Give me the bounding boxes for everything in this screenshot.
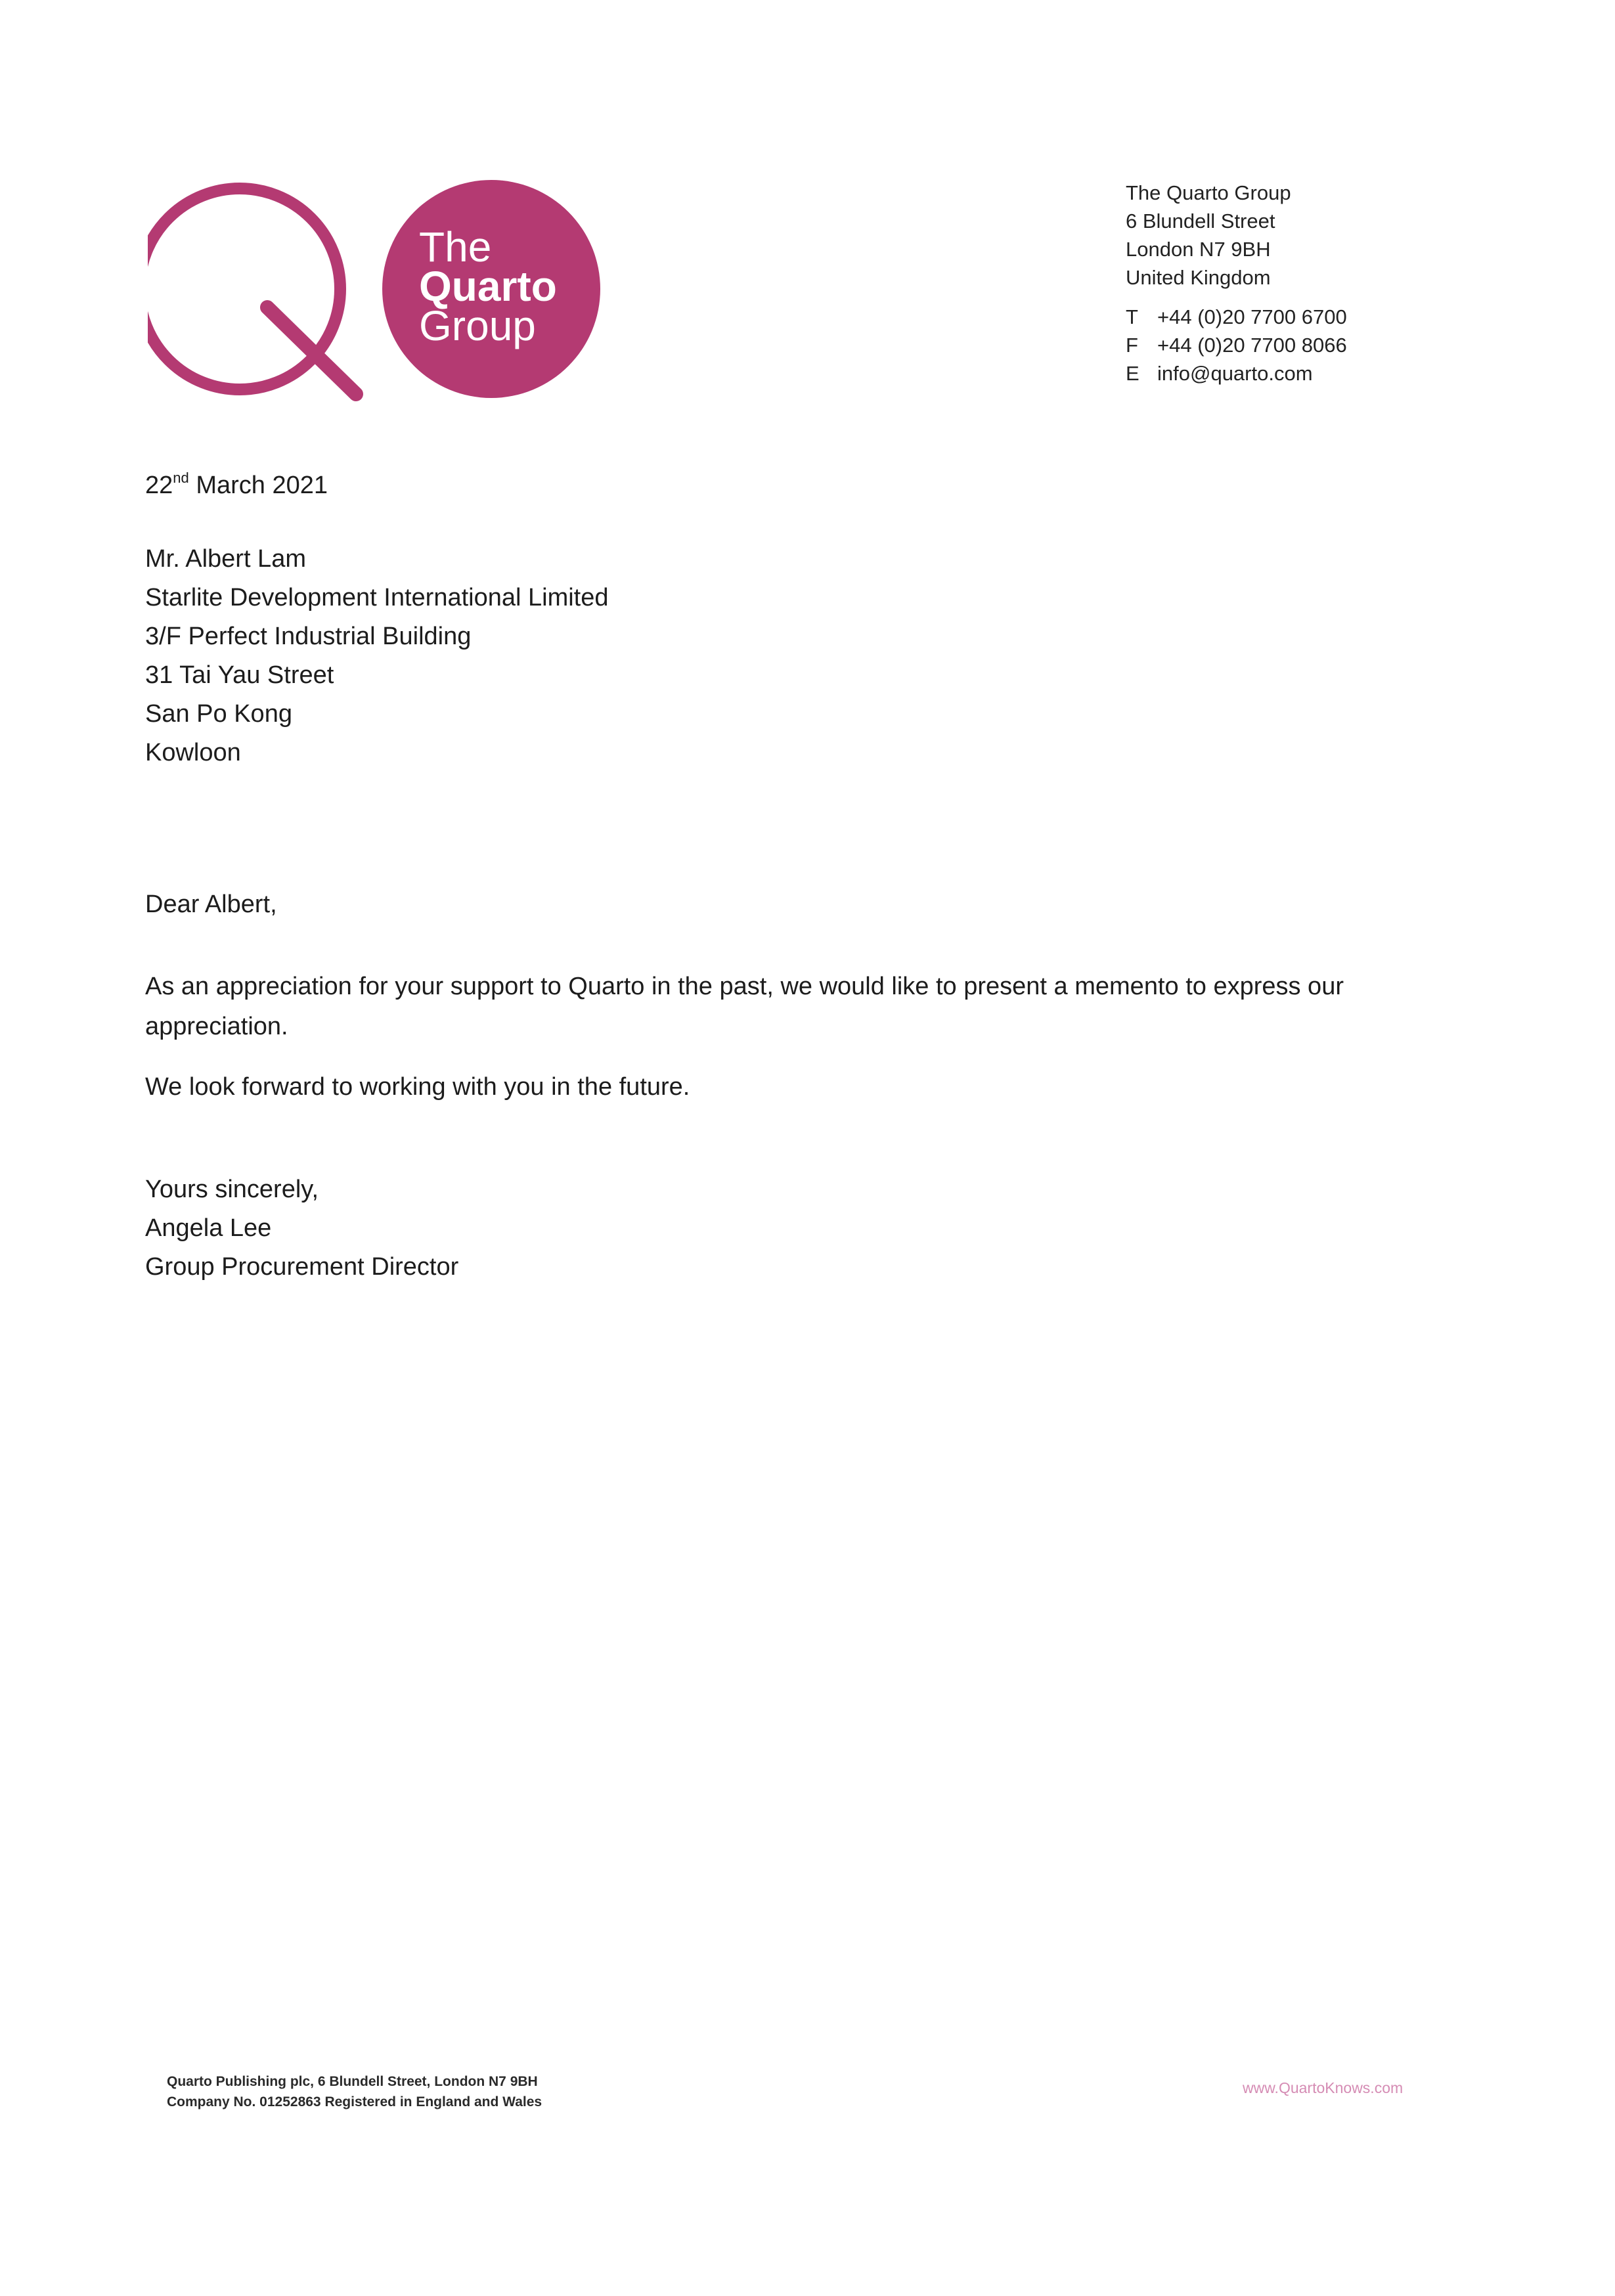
logo-text-group: Group [419, 302, 536, 349]
q-letter-icon [148, 188, 356, 394]
contact-label: T [1126, 305, 1138, 328]
salutation: Dear Albert, [145, 891, 277, 918]
body-paragraph-2: We look forward to working with you in the future. [145, 1073, 690, 1101]
closing-phrase: Yours sincerely, [145, 1176, 319, 1203]
company-country: United Kingdom [1126, 266, 1271, 289]
date-month-year: March 2021 [188, 472, 328, 499]
recipient-line: 31 Tai Yau Street [145, 661, 334, 689]
date-suffix: nd [173, 470, 189, 486]
contact-label: E [1126, 362, 1139, 385]
recipient-line: 3/F Perfect Industrial Building [145, 623, 472, 650]
contact-value: +44 (0)20 7700 8066 [1157, 334, 1347, 357]
contact-value: +44 (0)20 7700 6700 [1157, 305, 1347, 328]
logo-text-the: The [419, 223, 492, 271]
company-city-postcode: London N7 9BH [1126, 238, 1271, 261]
contact-email [1126, 359, 1347, 387]
footer-company-info [167, 2071, 542, 2112]
body-paragraph-1: As an appreciation for your support to Quarto in the past, we would like to present a memento to express our appreciation. [145, 973, 1344, 1040]
company-address-block [1126, 179, 1347, 387]
recipient-line: Kowloon [145, 739, 241, 766]
contact-telephone [1126, 303, 1347, 331]
recipient-line: Starlite Development International Limited [145, 584, 609, 611]
footer-line: Company No. 01252863 Registered in England and Wales [167, 2094, 542, 2109]
signatory-title: Group Procurement Director [145, 1253, 459, 1281]
company-contacts [1126, 303, 1347, 387]
recipient-address [145, 540, 1459, 772]
letter-date [145, 472, 1459, 500]
quarto-logo [148, 176, 608, 406]
contact-fax [1126, 331, 1347, 359]
footer-line: Quarto Publishing plc, 6 Blundell Street, London N7 9BH [167, 2074, 538, 2089]
closing-block [145, 1170, 1459, 1287]
date-day: 22 [145, 472, 173, 499]
contact-label: F [1126, 334, 1138, 357]
footer-website-link[interactable]: www.QuartoKnows.com [1243, 2079, 1404, 2096]
recipient-line: Mr. Albert Lam [145, 545, 306, 573]
company-street: 6 Blundell Street [1126, 210, 1275, 232]
recipient-line: San Po Kong [145, 700, 292, 728]
logo-text-quarto: Quarto [419, 263, 557, 310]
signatory-name: Angela Lee [145, 1214, 272, 1242]
contact-value: info@quarto.com [1157, 362, 1313, 385]
company-name: The Quarto Group [1126, 181, 1291, 204]
